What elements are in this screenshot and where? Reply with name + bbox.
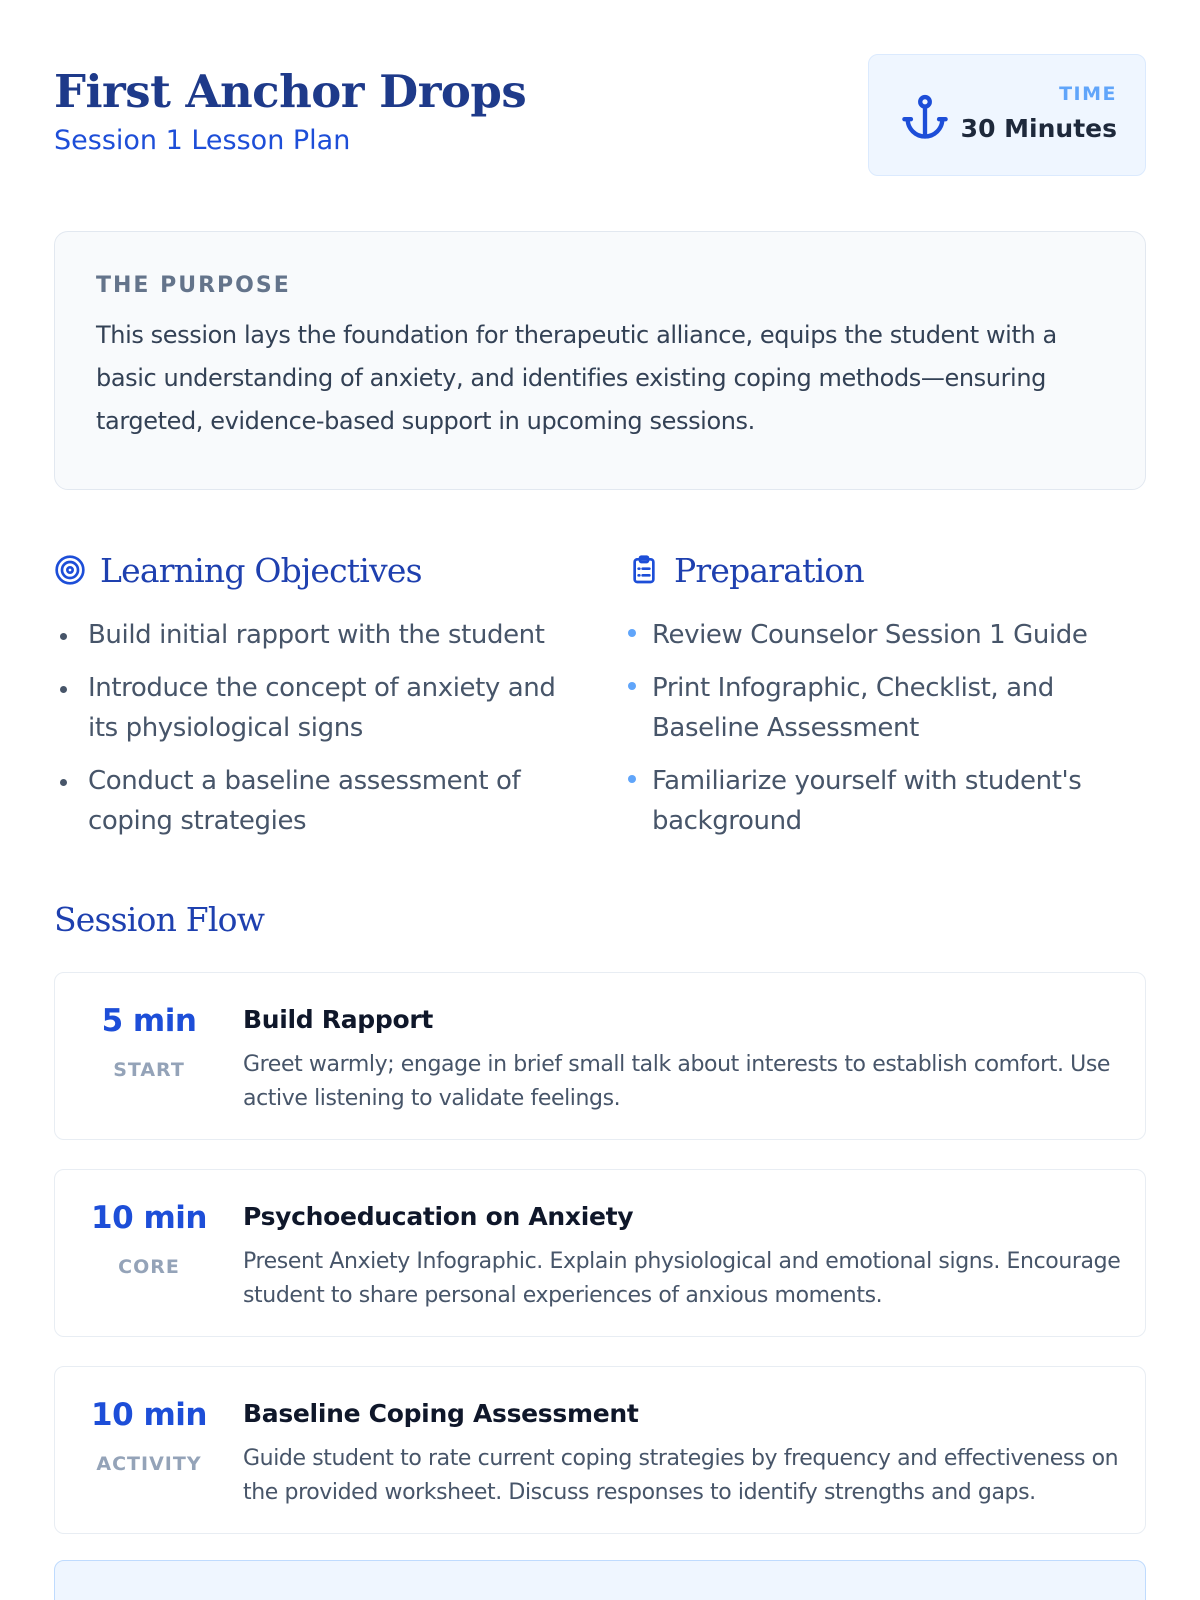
step-title: Build Rapport [243, 1005, 434, 1034]
list-item: Print Infographic, Checklist, and Baseline Assessment [628, 668, 1148, 748]
objectives-section [54, 545, 574, 854]
purpose-text: This session lays the foundation for therapeutic alliance, equips the student with a basic understanding of anxiety, and identifies existing coping methods—ensuring targeted, evidence-based support in upcoming sessions. [96, 321, 1057, 435]
objectives-heading-row [54, 545, 574, 595]
page-header [54, 64, 1146, 179]
purpose-box [54, 231, 1146, 490]
step-description: Greet warmly; engage in brief small talk about interests to establish comfort. Use active listening to validate feelings. [243, 1052, 1111, 1111]
step-title: Psychoeducation on Anxiety [243, 1202, 634, 1231]
target-icon [54, 554, 86, 586]
step-duration: 10 min [91, 1397, 207, 1433]
step-duration: 10 min [91, 1200, 207, 1236]
page-subtitle: Session 1 Lesson Plan [54, 125, 351, 156]
step-stage: CORE [118, 1256, 180, 1278]
step-stage: START [113, 1059, 185, 1081]
objectives-heading: Learning Objectives [100, 550, 422, 590]
list-item: Introduce the concept of anxiety and its physiological signs [54, 668, 574, 748]
list-item: Conduct a baseline assessment of coping strategies [54, 761, 574, 841]
anchor-icon [899, 91, 951, 143]
step-description: Guide student to rate current coping strategies by frequency and effectiveness on the provided worksheet. Discuss responses to identify strengths and gaps. [243, 1446, 1119, 1505]
preparation-section [628, 545, 1148, 854]
preparation-heading: Preparation [674, 550, 864, 590]
list-item: Build initial rapport with the student [54, 615, 574, 655]
flow-step-card [54, 1366, 1146, 1534]
flow-step-card [54, 972, 1146, 1140]
step-stage: ACTIVITY [96, 1453, 202, 1475]
flow-step-card [54, 1169, 1146, 1337]
time-value: 30 Minutes [960, 114, 1117, 143]
purpose-label: THE PURPOSE [96, 273, 291, 298]
time-label: TIME [1059, 83, 1117, 105]
page-title: First Anchor Drops [54, 65, 527, 118]
step-description: Present Anxiety Infographic. Explain physiological and emotional signs. Encourage student to share personal experiences of anxious moments. [243, 1249, 1121, 1308]
list-item: Familiarize yourself with student's background [628, 761, 1148, 841]
clipboard-icon [628, 554, 660, 586]
closing-step-card-cropped [54, 1560, 1146, 1600]
step-title: Baseline Coping Assessment [243, 1399, 639, 1428]
objectives-list [54, 615, 574, 841]
step-duration: 5 min [101, 1003, 197, 1039]
preparation-heading-row [628, 545, 1148, 595]
time-badge [868, 54, 1146, 176]
session-flow-heading: Session Flow [54, 900, 265, 939]
preparation-list [628, 615, 1148, 841]
list-item: Review Counselor Session 1 Guide [628, 615, 1148, 655]
